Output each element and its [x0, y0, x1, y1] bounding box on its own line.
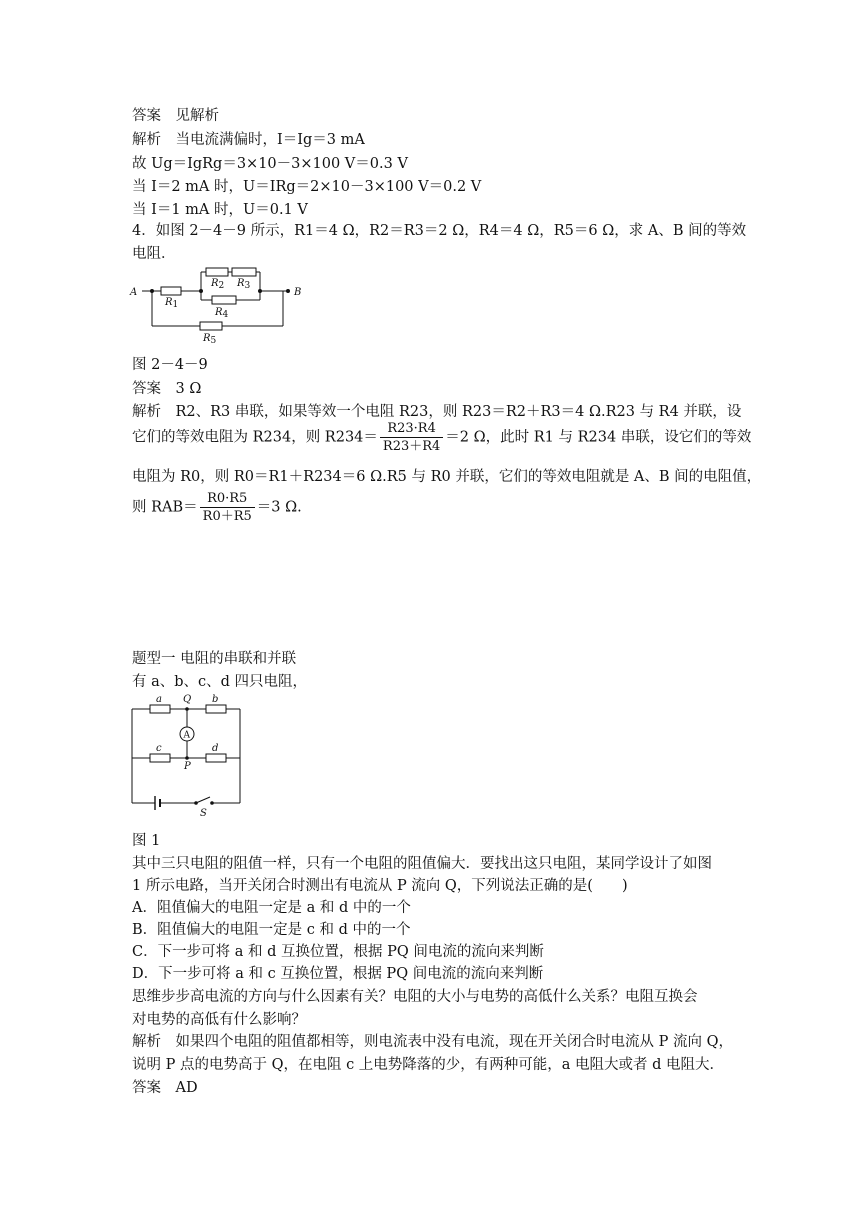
analysis-text: 则 RAB＝ [132, 499, 198, 516]
option-d: D．下一步可将 a 和 c 互换位置，根据 PQ 间电流的流向来判断 [132, 966, 544, 982]
analysis-text: ＝2 Ω，此时 R1 与 R234 串联，设它们的等效 [445, 429, 752, 446]
option-a: A．阻值偏大的电阻一定是 a 和 d 中的一个 [132, 900, 411, 916]
resistor-d-label: d [212, 743, 219, 754]
fraction [200, 490, 255, 525]
circuit-figure-1 [128, 692, 246, 822]
analysis-line: 当 I＝2 mA 时，U＝IRg＝2×10－3×100 V＝0.2 V [132, 179, 482, 195]
thinking-text: 对电势的高低有什么影响？ [132, 1012, 306, 1028]
fraction-denominator: R0＋R5 [202, 509, 252, 524]
resistor-c-label: c [156, 743, 162, 754]
analysis-line: 电阻为 R0，则 R0＝R1＋R234＝6 Ω.R5 与 R0 并联，它们的等效电阻就是 A、B 间的电阻值， [132, 469, 762, 485]
answer-line: 答案 3 Ω [132, 381, 202, 397]
circuit-figure-2-4-9 [128, 266, 308, 346]
analysis-line: 解析 当电流满偏时，I＝Ig＝3 mA [132, 132, 365, 148]
resistor-b-label: b [212, 694, 219, 705]
terminal-b-label: B [294, 287, 302, 298]
fraction [380, 420, 443, 455]
switch-s-label: S [200, 808, 207, 819]
fraction-numerator: R23·R4 [380, 420, 443, 438]
answer-line: 答案 见解析 [132, 108, 219, 124]
analysis-line: 解析 R2、R3 串联，如果等效一个电阻 R23，则 R23＝R2＋R3＝4 Ω.R23 与 R4 并联，设 [132, 404, 742, 420]
r2-label: R2 [211, 278, 225, 291]
question-4-text-cont: 电阻． [132, 246, 176, 262]
intro-text: 有 a、b、c、d 四只电阻， [132, 674, 308, 690]
fraction-denominator: R23＋R4 [382, 439, 441, 454]
analysis-text: 它们的等效电阻为 R234，则 R234＝ [132, 429, 378, 446]
question-stem: 其中三只电阻的阻值一样，只有一个电阻的阻值偏大．要找出这只电阻，某同学设计了如图 [132, 856, 712, 872]
analysis-line: 故 Ug＝IgRg＝3×10－3×100 V＝0.3 V [132, 156, 408, 172]
node-q-label: Q [183, 694, 192, 705]
fraction-numerator: R0·R5 [200, 490, 255, 508]
resistor-a-label: a [156, 694, 162, 705]
analysis-line: 解析 如果四个电阻的阻值都相等，则电流表中没有电流，现在开关闭合时电流从 P 流向 Q， [132, 1034, 733, 1050]
option-b: B．阻值偏大的电阻一定是 c 和 d 中的一个 [132, 922, 411, 938]
figure-caption: 图 1 [132, 833, 161, 849]
section-heading: 题型一 电阻的串联和并联 [132, 651, 297, 667]
r1-label: R1 [165, 297, 179, 310]
r5-label: R5 [203, 333, 217, 346]
ammeter-icon: A [183, 730, 190, 741]
analysis-line: 说明 P 点的电势高于 Q，在电阻 c 上电势降落的少，有两种可能，a 电阻大或者 d 电阻大． [132, 1057, 725, 1073]
analysis-line: 当 I＝1 mA 时，U＝0.1 V [132, 202, 308, 218]
terminal-a-label: A [130, 287, 138, 298]
analysis-text: ＝3 Ω. [256, 499, 302, 516]
figure-caption: 图 2－4－9 [132, 357, 208, 373]
question-4-text: 4．如图 2－4－9 所示，R1＝4 Ω，R2＝R3＝2 Ω，R4＝4 Ω，R5＝6 Ω，求 A、B 间的等效 [132, 223, 747, 239]
analysis-line-with-fraction [132, 420, 751, 455]
answer-line: 答案 AD [132, 1080, 198, 1096]
question-stem: 1 所示电路，当开关闭合时测出有电流从 P 流向 Q，下列说法正确的是( ) [132, 878, 628, 894]
r3-label: R3 [237, 278, 251, 291]
analysis-line-with-fraction [132, 490, 302, 525]
node-p-label: P [184, 761, 191, 772]
thinking-text: 思维步步高电流的方向与什么因素有关？电阻的大小与电势的高低什么关系？电阻互换会 [132, 989, 698, 1005]
r4-label: R4 [215, 307, 229, 320]
option-c: C．下一步可将 a 和 d 互换位置，根据 PQ 间电流的流向来判断 [132, 944, 544, 960]
